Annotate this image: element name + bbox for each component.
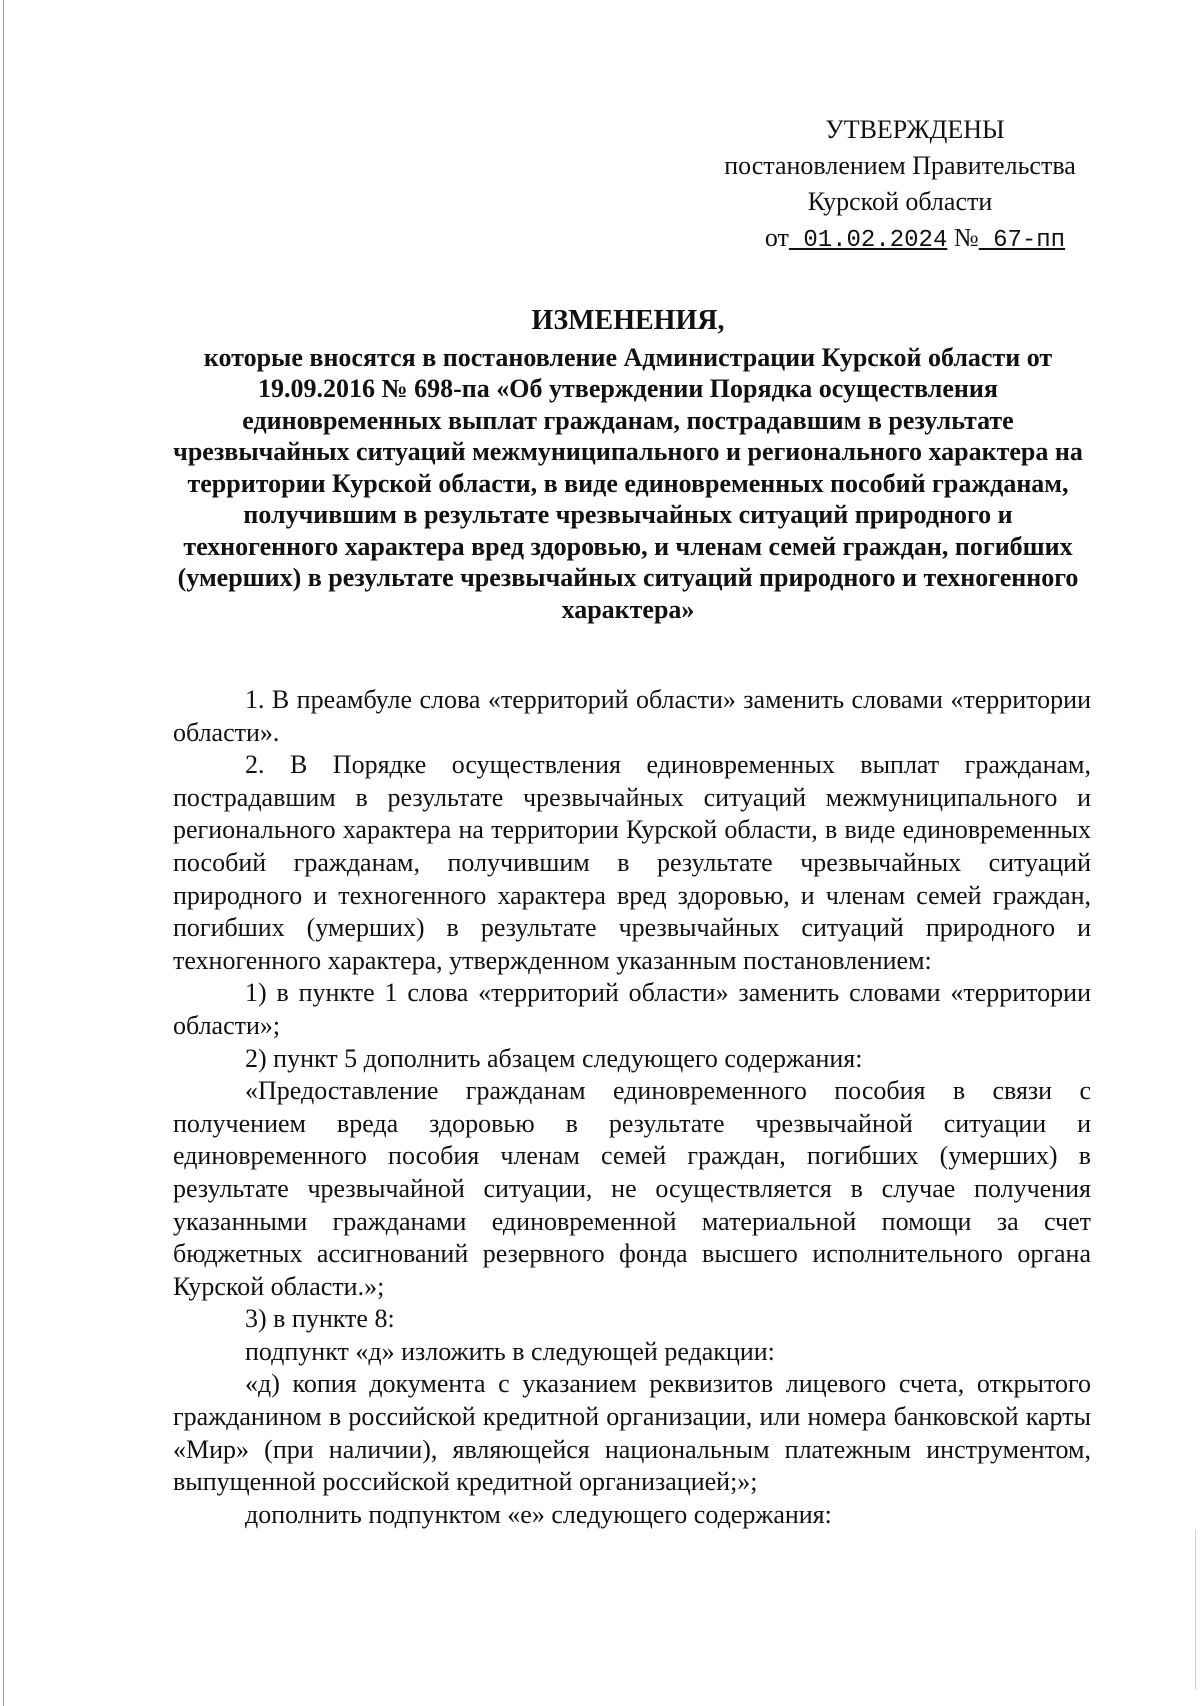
- paragraph: дополнить подпунктом «е» следующего содержания:: [245, 1499, 832, 1529]
- paragraph: 1. В преамбуле слова «территорий области» заменить словами «территории области».: [173, 685, 1091, 747]
- approval-title: УТВЕРЖДЕНЫ: [825, 115, 1005, 144]
- approval-date: 01.02.2024: [788, 227, 948, 254]
- document-heading: [168, 305, 1088, 625]
- scan-edge-mark: [1195, 1530, 1196, 1690]
- paragraph: подпункт «д» изложить в следующей редакции:: [245, 1336, 775, 1366]
- document-body: [173, 684, 1091, 1531]
- paragraph: 2. В Порядке осуществления единовременных выплат гражданам, пострадавшим в результате чрезвычайных ситуаций межмуниципального и регионального характера на территории Курской области, в виде единовременных пособий гражданам, получившим в результате чрезвычайных ситуаций природного и техногенного характера вред здоровью, и членам семей граждан, погибших (умерших) в результате чрезвычайных ситуаций природного и техногенного характера, утвержденном указанным постановлением:: [173, 750, 1091, 975]
- document-title: ИЗМЕНЕНИЯ,: [531, 305, 725, 336]
- approval-stamp-block: [700, 112, 1100, 259]
- approval-line-1: постановлением Правительства: [724, 151, 1076, 180]
- paragraph: 2) пункт 5 дополнить абзацем следующего содержания:: [245, 1043, 863, 1073]
- scan-edge-line: [3, 0, 4, 1706]
- document-subtitle: которые вносятся в постановление Администрации Курской области от 19.09.2016 № 698-па «Об утверждении Порядка осуществления единовременных выплат гражданам, пострадавшим в результате чрезвычайных ситуаций межмуниципального и регионального характера на территории Курской области, в виде единовременных пособий гражданам, получившим в результате чрезвычайных ситуаций природного и техногенного характера вред здоровью, и членам семей граждан, погибших (умерших) в результате чрезвычайных ситуаций природного и техногенного характера»: [173, 342, 1083, 624]
- paragraph: «Предоставление гражданам единовременного пособия в связи с получением вреда здоровью в результате чрезвычайной ситуации и единовременного пособия членам семей граждан, погибших (умерших) в результате чрезвычайной ситуации, не осуществляется в случае получения указанными гражданами единовременной материальной помощи за счет бюджетных ассигнований резервного фонда высшего исполнительного органа Курской области.»;: [173, 1076, 1091, 1301]
- paragraph: «д) копия документа с указанием реквизитов лицевого счета, открытого гражданином в российской кредитной организации, или номера банковской карты «Мир» (при наличии), являющейся национальным платежным инструментом, выпущенной российской кредитной организацией;»;: [173, 1369, 1091, 1497]
- paragraph: 3) в пункте 8:: [245, 1304, 395, 1334]
- approval-number: 67-пп: [978, 227, 1066, 254]
- approval-line-2: Курской области: [807, 187, 993, 216]
- paragraph: 1) в пункте 1 слова «территорий области» заменить словами «территории области»;: [173, 978, 1091, 1040]
- number-prefix: №: [947, 223, 979, 252]
- date-prefix: от: [764, 223, 789, 252]
- approval-date-line: [700, 220, 1100, 259]
